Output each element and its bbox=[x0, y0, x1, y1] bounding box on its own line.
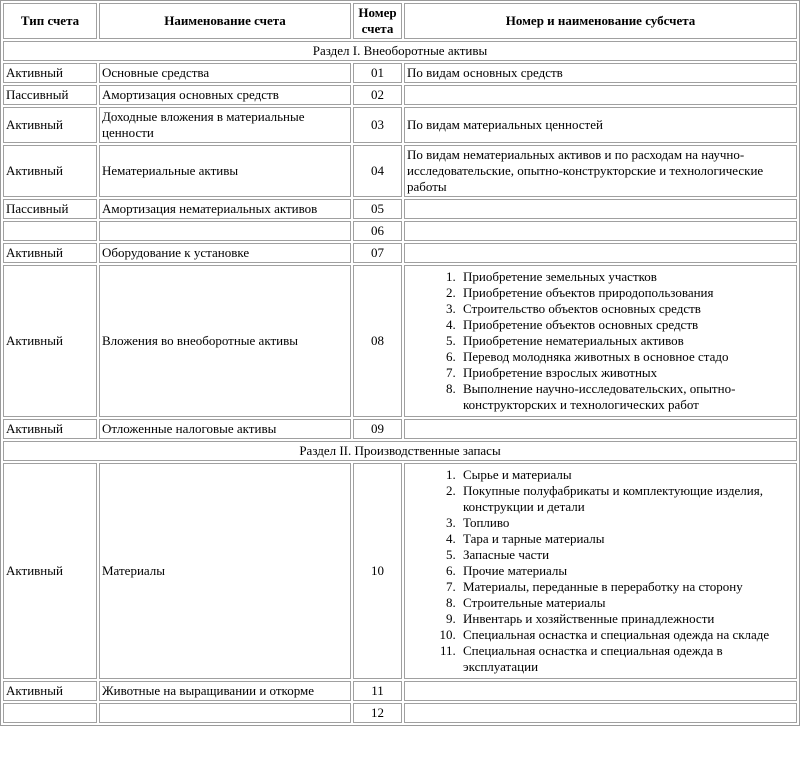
subaccount-list-item: 4. Приобретение объектов основных средств bbox=[459, 317, 794, 333]
subaccount-cell bbox=[404, 145, 797, 197]
account-name-cell: Доходные вложения в материальные ценности bbox=[99, 107, 351, 143]
account-type-cell: Активный bbox=[3, 63, 97, 83]
account-number-cell: 08 bbox=[353, 265, 402, 417]
subaccount-list-item: 1. Сырье и материалы bbox=[459, 467, 794, 483]
account-type-cell: Активный bbox=[3, 419, 97, 439]
section-title: Раздел II. Производственные запасы bbox=[3, 441, 797, 461]
subaccount-text: По видам материальных ценностей bbox=[407, 117, 603, 132]
header-account-name: Наименование счета bbox=[99, 3, 351, 39]
account-type-cell bbox=[3, 221, 97, 241]
subaccount-text: По видам нематериальных активов и по расходам на научно-исследовательские, опытно-конструкторские и технологические работы bbox=[407, 147, 764, 194]
account-type-cell: Активный bbox=[3, 265, 97, 417]
account-number-cell: 01 bbox=[353, 63, 402, 83]
table-row bbox=[3, 63, 797, 83]
subaccount-cell bbox=[404, 243, 797, 263]
table-row bbox=[3, 85, 797, 105]
account-name-cell bbox=[99, 703, 351, 723]
subaccount-list-item: 3. Топливо bbox=[459, 515, 794, 531]
account-type-cell: Пассивный bbox=[3, 199, 97, 219]
subaccount-list-item: 1. Приобретение земельных участков bbox=[459, 269, 794, 285]
subaccount-cell bbox=[404, 85, 797, 105]
table-row bbox=[3, 681, 797, 701]
subaccount-list-item: 10. Специальная оснастка и специальная одежда на складе bbox=[459, 627, 794, 643]
subaccount-list bbox=[407, 467, 794, 675]
subaccount-list-item: 2. Приобретение объектов природопользования bbox=[459, 285, 794, 301]
subaccount-list-item: 9. Инвентарь и хозяйственные принадлежности bbox=[459, 611, 794, 627]
subaccount-cell bbox=[404, 107, 797, 143]
account-number-cell: 07 bbox=[353, 243, 402, 263]
subaccount-list-item: 5. Приобретение нематериальных активов bbox=[459, 333, 794, 349]
account-name-cell: Животные на выращивании и откорме bbox=[99, 681, 351, 701]
subaccount-list-item: 11. Специальная оснастка и специальная одежда в эксплуатации bbox=[459, 643, 794, 675]
table-row bbox=[3, 243, 797, 263]
table-row bbox=[3, 265, 797, 417]
account-type-cell: Активный bbox=[3, 243, 97, 263]
table-row bbox=[3, 145, 797, 197]
account-name-cell: Оборудование к установке bbox=[99, 243, 351, 263]
subaccount-cell bbox=[404, 63, 797, 83]
table-row bbox=[3, 199, 797, 219]
subaccount-list-item: 6. Перевод молодняка животных в основное стадо bbox=[459, 349, 794, 365]
account-name-cell: Амортизация основных средств bbox=[99, 85, 351, 105]
account-name-cell: Материалы bbox=[99, 463, 351, 679]
account-number-cell: 11 bbox=[353, 681, 402, 701]
account-type-cell bbox=[3, 703, 97, 723]
header-subaccount: Номер и наименование субсчета bbox=[404, 3, 797, 39]
subaccount-list-item: 8. Выполнение научно-исследовательских, опытно-конструкторских и технологических работ bbox=[459, 381, 794, 413]
account-number-cell: 09 bbox=[353, 419, 402, 439]
table-row bbox=[3, 107, 797, 143]
account-number-cell: 10 bbox=[353, 463, 402, 679]
account-name-cell: Вложения во внеоборотные активы bbox=[99, 265, 351, 417]
section-title: Раздел I. Внеоборотные активы bbox=[3, 41, 797, 61]
section-row bbox=[3, 441, 797, 461]
header-account-type: Тип счета bbox=[3, 3, 97, 39]
account-type-cell: Активный bbox=[3, 681, 97, 701]
subaccount-cell bbox=[404, 221, 797, 241]
subaccount-list-item: 3. Строительство объектов основных средств bbox=[459, 301, 794, 317]
subaccount-cell bbox=[404, 199, 797, 219]
table-header-row bbox=[3, 3, 797, 39]
account-name-cell: Основные средства bbox=[99, 63, 351, 83]
table-row bbox=[3, 703, 797, 723]
account-number-cell: 06 bbox=[353, 221, 402, 241]
table-row bbox=[3, 419, 797, 439]
subaccount-cell bbox=[404, 681, 797, 701]
section-row bbox=[3, 41, 797, 61]
account-name-cell: Нематериальные активы bbox=[99, 145, 351, 197]
subaccount-list-item: 8. Строительные материалы bbox=[459, 595, 794, 611]
subaccount-list-item: 7. Приобретение взрослых животных bbox=[459, 365, 794, 381]
subaccount-list-item: 4. Тара и тарные материалы bbox=[459, 531, 794, 547]
table-body bbox=[3, 41, 797, 723]
subaccount-list-item: 5. Запасные части bbox=[459, 547, 794, 563]
table-row bbox=[3, 221, 797, 241]
subaccount-cell bbox=[404, 703, 797, 723]
account-number-cell: 05 bbox=[353, 199, 402, 219]
table-row bbox=[3, 463, 797, 679]
account-number-cell: 03 bbox=[353, 107, 402, 143]
subaccount-list-item: 7. Материалы, переданные в переработку на сторону bbox=[459, 579, 794, 595]
subaccount-list-item: 2. Покупные полуфабрикаты и комплектующие изделия, конструкции и детали bbox=[459, 483, 794, 515]
subaccount-cell bbox=[404, 463, 797, 679]
subaccount-text: По видам основных средств bbox=[407, 65, 563, 80]
account-type-cell: Активный bbox=[3, 107, 97, 143]
account-type-cell: Пассивный bbox=[3, 85, 97, 105]
account-number-cell: 04 bbox=[353, 145, 402, 197]
subaccount-cell bbox=[404, 265, 797, 417]
account-type-cell: Активный bbox=[3, 145, 97, 197]
subaccount-list bbox=[407, 269, 794, 413]
account-type-cell: Активный bbox=[3, 463, 97, 679]
account-name-cell: Амортизация нематериальных активов bbox=[99, 199, 351, 219]
subaccount-list-item: 6. Прочие материалы bbox=[459, 563, 794, 579]
account-number-cell: 12 bbox=[353, 703, 402, 723]
account-name-cell: Отложенные налоговые активы bbox=[99, 419, 351, 439]
account-name-cell bbox=[99, 221, 351, 241]
subaccount-cell bbox=[404, 419, 797, 439]
account-number-cell: 02 bbox=[353, 85, 402, 105]
header-account-number: Номер счета bbox=[353, 3, 402, 39]
